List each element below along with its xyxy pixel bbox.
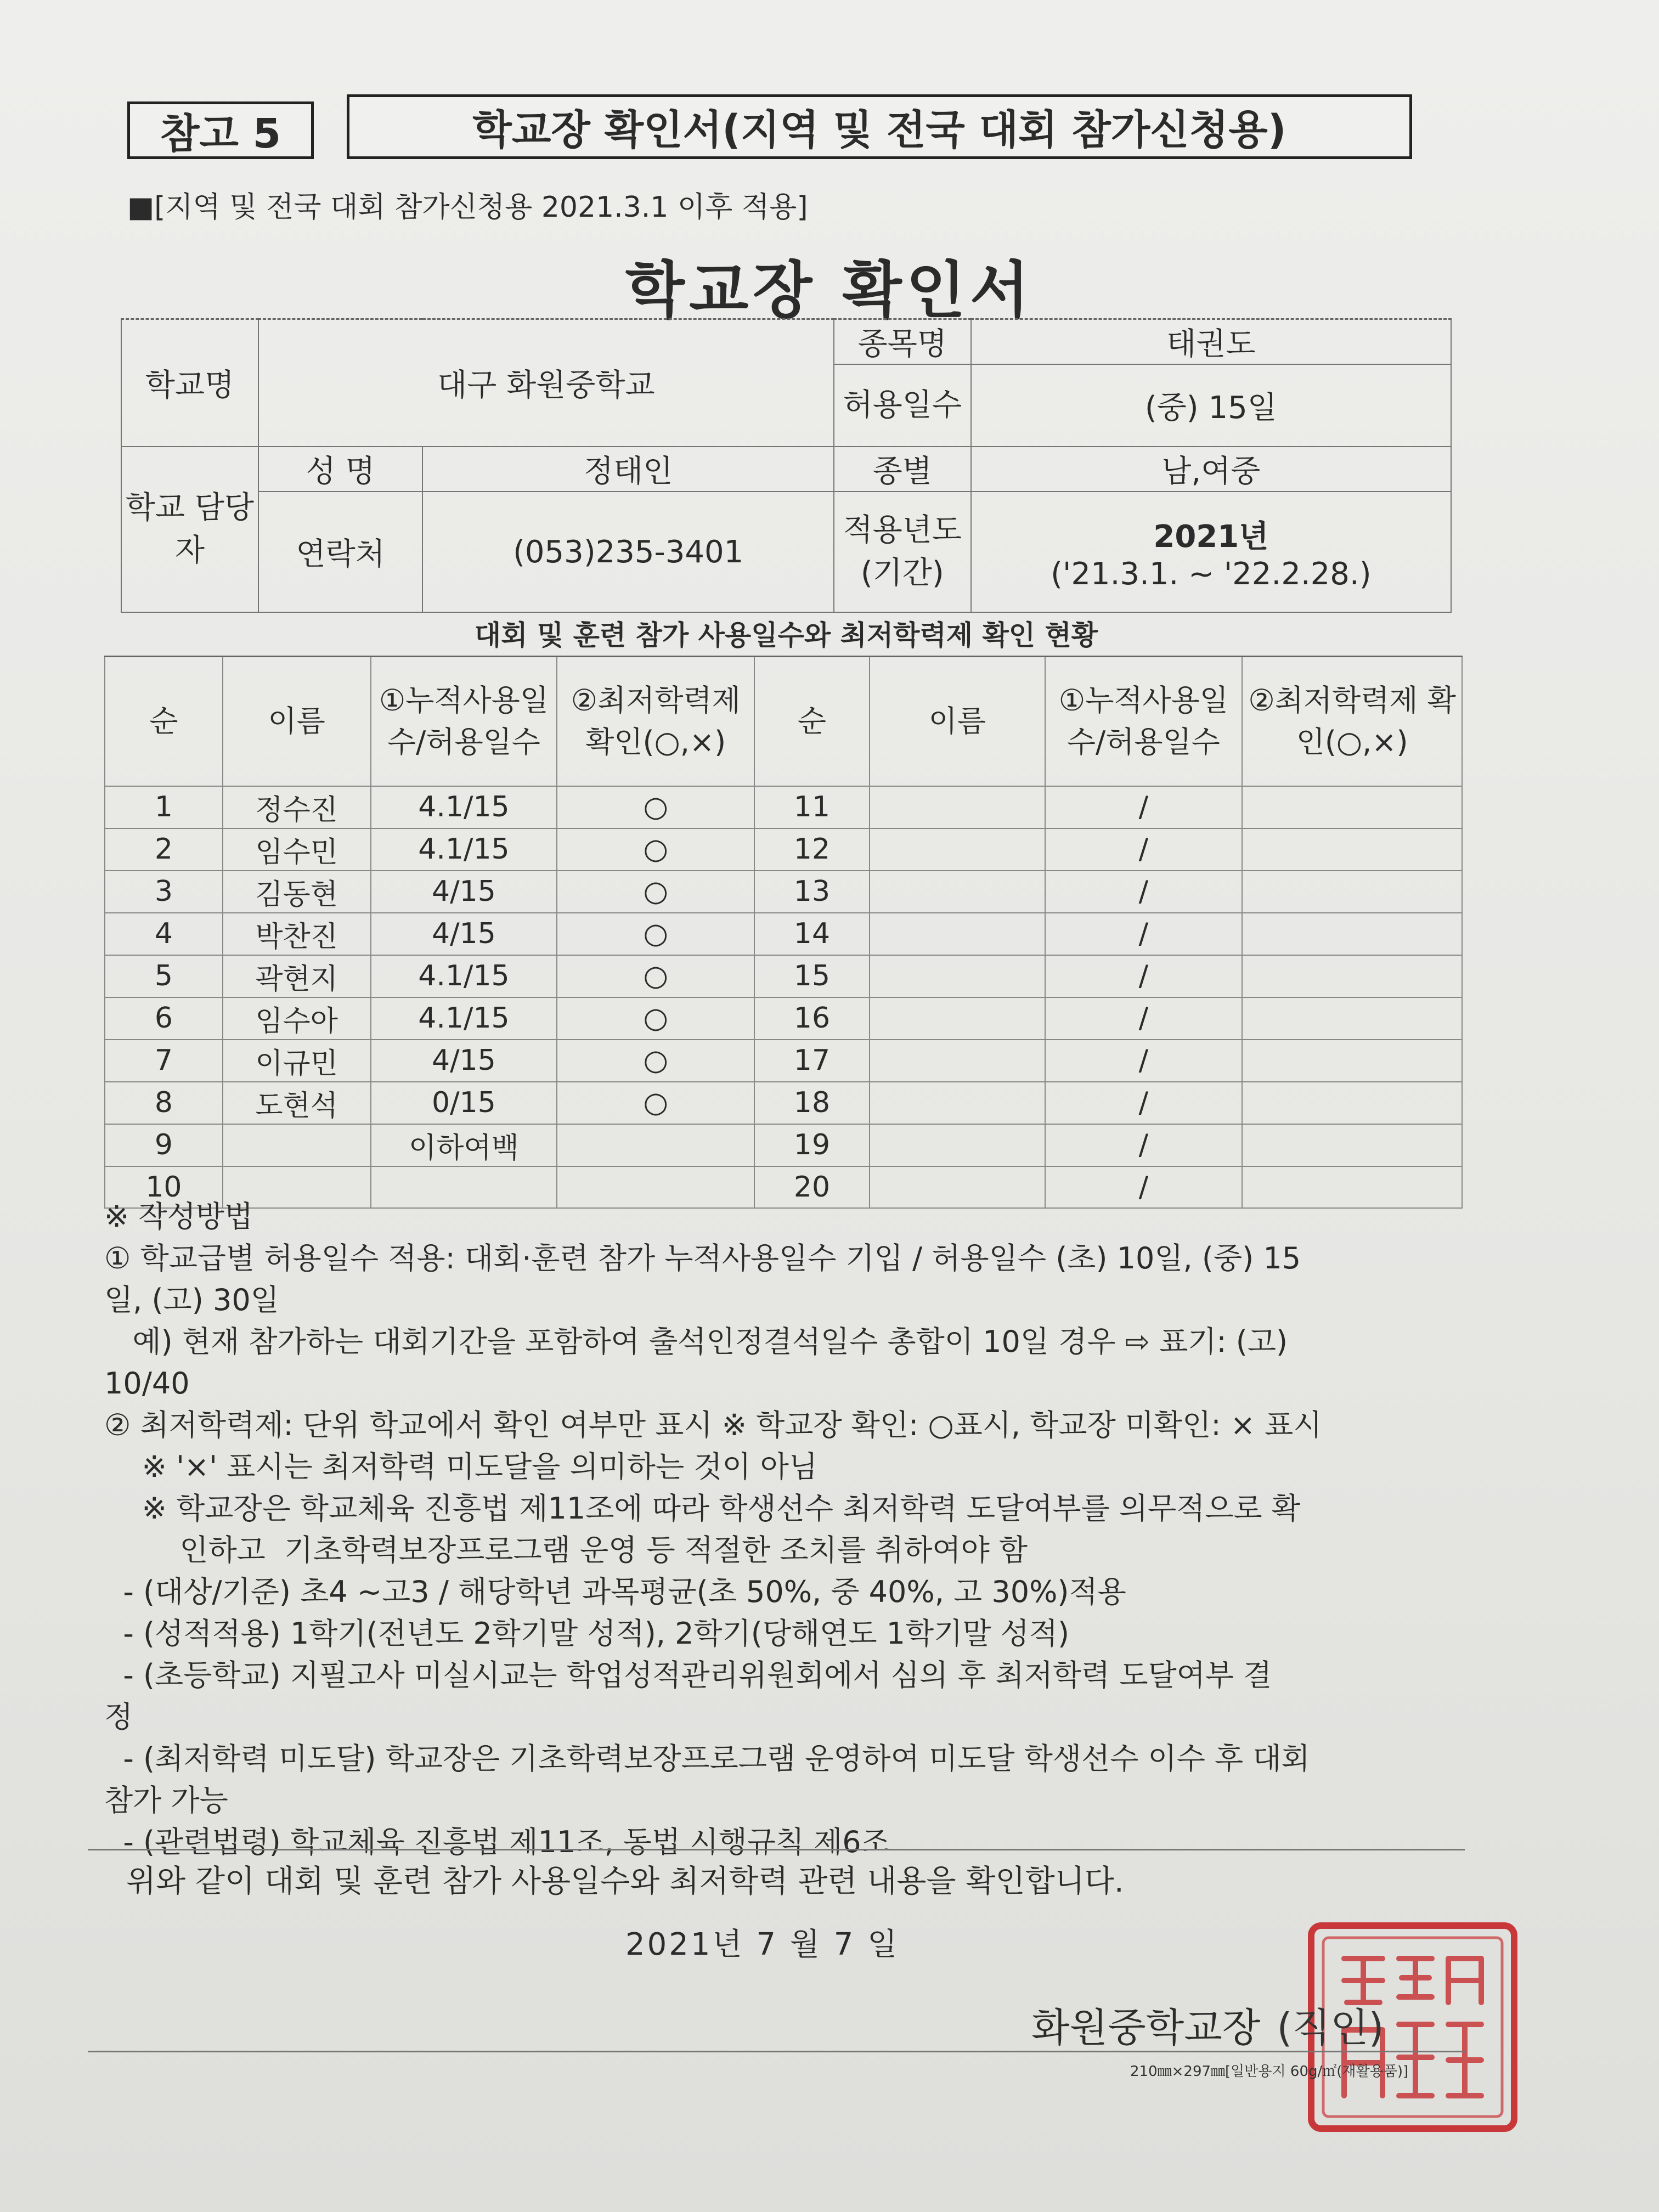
row-no: 1 bbox=[105, 786, 223, 828]
row-days: / bbox=[1045, 871, 1243, 913]
col-header-name-right: 이름 bbox=[870, 657, 1045, 786]
row-check bbox=[1242, 1082, 1462, 1124]
col-header-name-left: 이름 bbox=[223, 657, 371, 786]
row-name: 정수진 bbox=[223, 786, 371, 828]
row-check: ○ bbox=[557, 786, 754, 828]
contact-label: 연락처 bbox=[258, 492, 423, 612]
row-no: 3 bbox=[105, 871, 223, 913]
col-header-check-left: ②최저학력제 확인(○,×) bbox=[557, 657, 754, 786]
col-header-check-right: ②최저학력제 확인(○,×) bbox=[1242, 657, 1462, 786]
instruction-line: ※ 학교장은 학교체육 진흥법 제11조에 따라 학생선수 최저학력 도달여부를 의무적으로 확 bbox=[104, 1491, 1301, 1526]
row-name: 박찬진 bbox=[223, 913, 371, 955]
row-check: ○ bbox=[557, 1040, 754, 1082]
instruction-line: ※ '×' 표시는 최저학력 미도달을 의미하는 것이 아님 bbox=[104, 1449, 818, 1484]
row-name: 곽현지 bbox=[223, 955, 371, 997]
signature-line bbox=[1031, 1996, 1384, 2053]
row-name: 이규민 bbox=[223, 1040, 371, 1082]
row-name bbox=[870, 913, 1045, 955]
row-check: ○ bbox=[557, 1082, 754, 1124]
row-check bbox=[1242, 997, 1462, 1040]
col-header-days-right: ①누적사용일수/허용일수 bbox=[1045, 657, 1243, 786]
row-days: / bbox=[1045, 786, 1243, 828]
row-days: 4/15 bbox=[371, 913, 557, 955]
row-check bbox=[1242, 955, 1462, 997]
row-no: 10 bbox=[105, 1166, 223, 1208]
year-cell bbox=[971, 492, 1451, 612]
row-name bbox=[870, 1040, 1045, 1082]
row-no: 7 bbox=[105, 1040, 223, 1082]
days-label: 허용일수 bbox=[834, 364, 971, 447]
reference-title: 학교장 확인서(지역 및 전국 대회 참가신청용) bbox=[472, 106, 1286, 154]
participation-table bbox=[104, 656, 1463, 1209]
table-row bbox=[105, 955, 1462, 997]
row-no: 11 bbox=[754, 786, 870, 828]
col-header-days-left: ①누적사용일수/허용일수 bbox=[371, 657, 557, 786]
table-row bbox=[105, 786, 1462, 828]
name-label: 성 명 bbox=[258, 447, 423, 492]
school-value: 대구 화원중학교 bbox=[258, 319, 834, 447]
row-name bbox=[223, 1124, 371, 1166]
row-no: 14 bbox=[754, 913, 870, 955]
category-value: 남,여중 bbox=[971, 447, 1451, 492]
category-label: 종별 bbox=[834, 447, 971, 492]
instruction-line: ② 최저학력제: 단위 학교에서 확인 여부만 표시 ※ 학교장 확인: ○표시, 학교장 미확인: × 표시 bbox=[104, 1408, 1322, 1442]
participation-rows bbox=[105, 786, 1462, 1208]
row-check bbox=[557, 1124, 754, 1166]
seal-mark-label: (직인) bbox=[1277, 2005, 1384, 2051]
row-days: 이하여백 bbox=[371, 1124, 557, 1166]
row-days: 4.1/15 bbox=[371, 786, 557, 828]
row-check bbox=[1242, 1040, 1462, 1082]
contact-value: (053)235-3401 bbox=[422, 492, 833, 612]
row-name bbox=[870, 1124, 1045, 1166]
col-header-no-right: 순 bbox=[754, 657, 870, 786]
row-check: ○ bbox=[557, 955, 754, 997]
row-name: 김동현 bbox=[223, 871, 371, 913]
instruction-line: - (최저학력 미도달) 학교장은 기초학력보장프로그램 운영하여 미도달 학생선수 이수 후 대회 bbox=[104, 1741, 1310, 1776]
paper-size-note: 210㎜×297㎜[일반용지 60g/㎡(재활용품)] bbox=[1130, 2063, 1409, 2080]
row-no: 6 bbox=[105, 997, 223, 1040]
row-no: 5 bbox=[105, 955, 223, 997]
year-label: 적용년도 (기간) bbox=[834, 492, 971, 612]
confirmation-statement: 위와 같이 대회 및 훈련 참가 사용일수와 최저학력 관련 내용을 확인합니다. bbox=[126, 1864, 1124, 1899]
sport-value: 태권도 bbox=[971, 319, 1451, 365]
row-no: 17 bbox=[754, 1040, 870, 1082]
row-check: ○ bbox=[557, 871, 754, 913]
row-no: 2 bbox=[105, 828, 223, 871]
row-check: ○ bbox=[557, 997, 754, 1040]
table-row bbox=[105, 997, 1462, 1040]
row-days: 4.1/15 bbox=[371, 955, 557, 997]
section-title: 대회 및 훈련 참가 사용일수와 최저학력제 확인 현황 bbox=[474, 619, 1098, 651]
row-check bbox=[1242, 786, 1462, 828]
instruction-line: 일, (고) 30일 bbox=[104, 1283, 279, 1317]
row-name: 임수아 bbox=[223, 997, 371, 1040]
row-days: / bbox=[1045, 955, 1243, 997]
row-days: / bbox=[1045, 1082, 1243, 1124]
table-row bbox=[105, 1124, 1462, 1166]
row-name bbox=[870, 955, 1045, 997]
reference-label-box bbox=[127, 101, 314, 159]
row-no: 20 bbox=[754, 1166, 870, 1208]
row-no: 13 bbox=[754, 871, 870, 913]
divider bbox=[88, 1849, 1465, 1850]
footer-divider bbox=[88, 2051, 1465, 2052]
row-check: ○ bbox=[557, 913, 754, 955]
reference-title-box bbox=[347, 94, 1412, 159]
row-check bbox=[1242, 1124, 1462, 1166]
instruction-line: 인하고 기초학력보장프로그램 운영 등 적절한 조치를 취하여야 함 bbox=[104, 1533, 1028, 1567]
manager-label: 학교 담당자 bbox=[121, 447, 258, 612]
row-name: 도현석 bbox=[223, 1082, 371, 1124]
document-title: 학교장 확인서 bbox=[625, 255, 1034, 326]
row-no: 19 bbox=[754, 1124, 870, 1166]
row-no: 18 bbox=[754, 1082, 870, 1124]
instruction-line: - (대상/기준) 초4 ~고3 / 해당학년 과목평균(초 50%, 중 40%, 고 30%)적용 bbox=[104, 1575, 1126, 1609]
row-check bbox=[1242, 871, 1462, 913]
col-header-no-left: 순 bbox=[105, 657, 223, 786]
row-days: 4.1/15 bbox=[371, 997, 557, 1040]
row-days: 0/15 bbox=[371, 1082, 557, 1124]
days-value: (중) 15일 bbox=[971, 364, 1451, 447]
row-name bbox=[870, 1082, 1045, 1124]
principal-title: 화원중학교장 bbox=[1031, 2005, 1261, 2051]
row-days: / bbox=[1045, 997, 1243, 1040]
instruction-line: ※ 작성방법 bbox=[104, 1199, 253, 1234]
row-days: / bbox=[1045, 1124, 1243, 1166]
instruction-line: 예) 현재 참가하는 대회기간을 포함하여 출석인정결석일수 총합이 10일 경우 ⇨ 표기: (고) bbox=[104, 1324, 1288, 1359]
row-days: 4/15 bbox=[371, 1040, 557, 1082]
row-days: / bbox=[1045, 1040, 1243, 1082]
row-no: 8 bbox=[105, 1082, 223, 1124]
row-days: / bbox=[1045, 1166, 1243, 1208]
instruction-line: ① 학교급별 허용일수 적용: 대회·훈련 참가 누적사용일수 기입 / 허용일수 (초) 10일, (중) 15 bbox=[104, 1241, 1301, 1276]
table-row bbox=[105, 871, 1462, 913]
row-no: 15 bbox=[754, 955, 870, 997]
instruction-line: - (관련법령) 학교체육 진흥법 제11조, 동법 시행규칙 제6조 bbox=[104, 1825, 890, 1859]
sport-label: 종목명 bbox=[834, 319, 971, 365]
row-name: 임수민 bbox=[223, 828, 371, 871]
reference-label: 참고 5 bbox=[160, 110, 281, 157]
row-name bbox=[870, 828, 1045, 871]
table-row bbox=[105, 1040, 1462, 1082]
row-days: / bbox=[1045, 828, 1243, 871]
instruction-line: 정 bbox=[104, 1700, 133, 1734]
year-value: 2021년 bbox=[1153, 518, 1269, 555]
name-value: 정태인 bbox=[422, 447, 833, 492]
instructions bbox=[104, 1196, 1465, 1863]
row-no: 4 bbox=[105, 913, 223, 955]
instruction-line: - (초등학교) 지필고사 미실시교는 학업성적관리위원회에서 심의 후 최저학력 도달여부 결 bbox=[104, 1658, 1272, 1692]
period-value: ('21.3.1. ~ '22.2.28.) bbox=[1051, 556, 1372, 592]
row-days: 4/15 bbox=[371, 871, 557, 913]
row-check bbox=[1242, 913, 1462, 955]
instruction-line: 10/40 bbox=[104, 1366, 190, 1401]
row-name bbox=[870, 997, 1045, 1040]
row-name bbox=[870, 871, 1045, 913]
table-row bbox=[105, 913, 1462, 955]
issue-date: 2021년 7 월 7 일 bbox=[625, 1927, 900, 1962]
applicability-note: ■[지역 및 전국 대회 참가신청용 2021.3.1 이후 적용] bbox=[127, 191, 808, 224]
row-check: ○ bbox=[557, 828, 754, 871]
info-table bbox=[121, 318, 1452, 613]
instruction-line: 참가 가능 bbox=[104, 1783, 228, 1818]
row-no: 16 bbox=[754, 997, 870, 1040]
instruction-line: - (성적적용) 1학기(전년도 2학기말 성적), 2학기(당해연도 1학기말 성적) bbox=[104, 1616, 1070, 1651]
row-check bbox=[1242, 828, 1462, 871]
table-row bbox=[105, 828, 1462, 871]
row-days: 4.1/15 bbox=[371, 828, 557, 871]
row-no: 9 bbox=[105, 1124, 223, 1166]
row-name bbox=[870, 786, 1045, 828]
row-days: / bbox=[1045, 913, 1243, 955]
row-no: 12 bbox=[754, 828, 870, 871]
school-label: 학교명 bbox=[121, 319, 258, 447]
table-row bbox=[105, 1082, 1462, 1124]
